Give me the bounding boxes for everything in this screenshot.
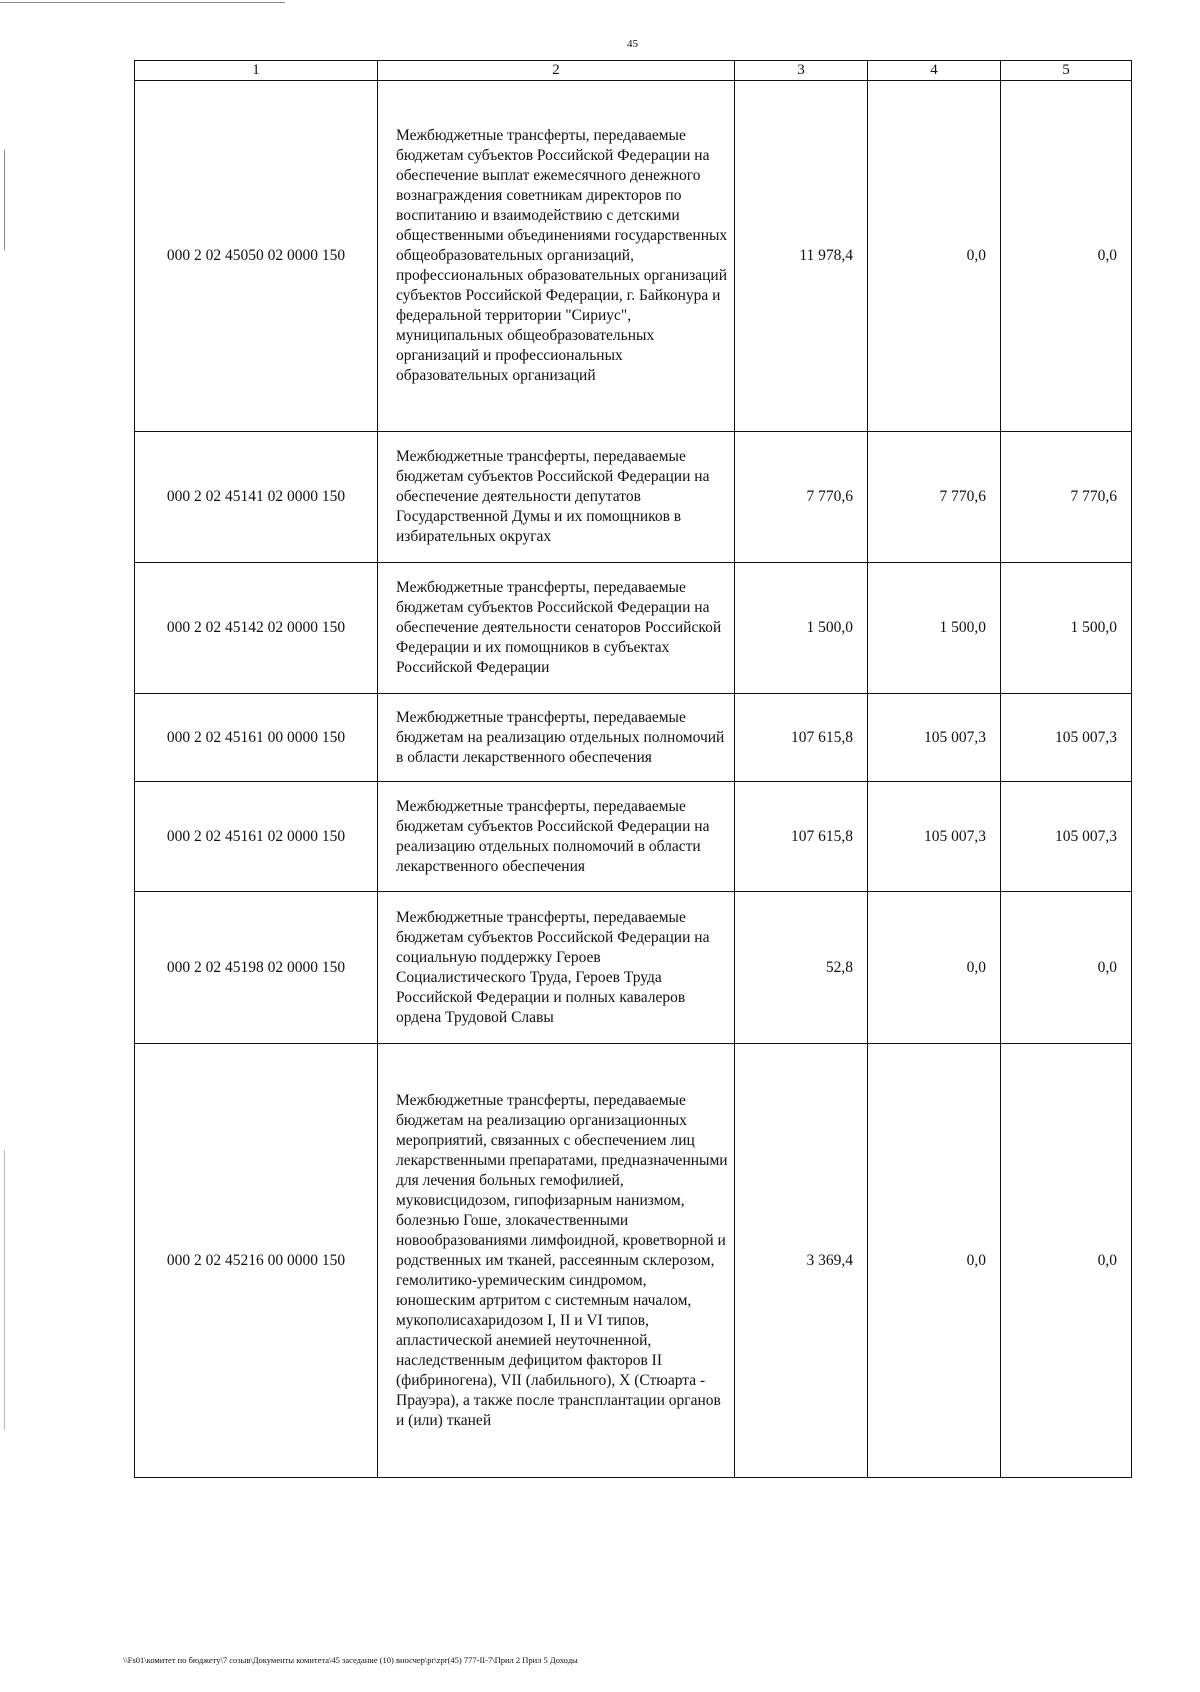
- budget-item-name: Межбюджетные трансферты, передаваемые бюджетам на реализацию организационных мероприятий, связанных с обеспечением лиц лекарственными препаратами, предназначенными для лечения больных гемофилией, муковисцидозом, гипофизарным нанизмом, болезнью Гоше, злокачественными новообразованиями лимфоидной, кроветворной и родственных им тканей, рассеянным склерозом, гемолитико-уремическим синдромом, юношеским артритом с системным началом, мукополисахаридозом I, II и VI типов, апластической анемией неуточненной, наследственным дефицитом факторов II (фибриногена), VII (лабильного), X (Стюарта - Прауэра), а также после трансплантации органов и (или) тканей: [378, 1044, 735, 1478]
- budget-table: [134, 60, 1132, 1478]
- amount-col4: 0,0: [868, 81, 1001, 432]
- table-row: [135, 782, 1132, 892]
- amount-col3: 3 369,4: [735, 1044, 868, 1478]
- column-header: 4: [868, 61, 1001, 81]
- amount-col5: 1 500,0: [1001, 563, 1132, 694]
- table-row: [135, 563, 1132, 694]
- table-row: [135, 432, 1132, 563]
- table-header-row: [135, 61, 1132, 81]
- column-header: 5: [1001, 61, 1132, 81]
- budget-item-name: Межбюджетные трансферты, передаваемые бюджетам субъектов Российской Федерации на обеспечение деятельности сенаторов Российской Федерации и их помощников в субъектах Российской Федерации: [378, 563, 735, 694]
- budget-item-name: Межбюджетные трансферты, передаваемые бюджетам субъектов Российской Федерации на обеспечение выплат ежемесячного денежного вознаграждения советникам директоров по воспитанию и взаимодействию с детскими общественными объединениями государственных общеобразовательных организаций, профессиональных образовательных организаций субъектов Российской Федерации, г. Байконура и федеральной территории "Сириус", муниципальных общеобразовательных организаций и профессиональных образовательных организаций: [378, 81, 735, 432]
- amount-col4: 7 770,6: [868, 432, 1001, 563]
- amount-col4: 105 007,3: [868, 694, 1001, 782]
- budget-code: 000 2 02 45216 00 0000 150: [135, 1044, 378, 1478]
- budget-code: 000 2 02 45198 02 0000 150: [135, 892, 378, 1044]
- amount-col4: 105 007,3: [868, 782, 1001, 892]
- budget-item-name: Межбюджетные трансферты, передаваемые бюджетам на реализацию отдельных полномочий в области лекарственного обеспечения: [378, 694, 735, 782]
- table-row: [135, 1044, 1132, 1478]
- page-number: 45: [627, 38, 638, 50]
- budget-item-name: Межбюджетные трансферты, передаваемые бюджетам субъектов Российской Федерации на реализацию отдельных полномочий в области лекарственного обеспечения: [378, 782, 735, 892]
- scan-artifact-edge: [4, 150, 5, 250]
- column-header: 2: [378, 61, 735, 81]
- amount-col3: 7 770,6: [735, 432, 868, 563]
- table-row: [135, 81, 1132, 432]
- amount-col3: 107 615,8: [735, 782, 868, 892]
- column-header: 3: [735, 61, 868, 81]
- amount-col4: 0,0: [868, 892, 1001, 1044]
- amount-col5: 7 770,6: [1001, 432, 1132, 563]
- budget-code: 000 2 02 45161 00 0000 150: [135, 694, 378, 782]
- scan-artifact-edge: [4, 1150, 5, 1430]
- amount-col4: 1 500,0: [868, 563, 1001, 694]
- amount-col4: 0,0: [868, 1044, 1001, 1478]
- scan-artifact-line: [0, 2, 285, 3]
- budget-code: 000 2 02 45161 02 0000 150: [135, 782, 378, 892]
- amount-col3: 52,8: [735, 892, 868, 1044]
- amount-col5: 0,0: [1001, 81, 1132, 432]
- footer-file-path: \\Fs01\комитет по бюджету\7 созыв\Документы комитета\45 заседание (10) вносчер\pr\zpr(45) 777-II-7\Прил 2 Прил 5 Доходы: [123, 1655, 578, 1665]
- amount-col3: 1 500,0: [735, 563, 868, 694]
- budget-item-name: Межбюджетные трансферты, передаваемые бюджетам субъектов Российской Федерации на социальную поддержку Героев Социалистического Труда, Героев Труда Российской Федерации и полных кавалеров ордена Трудовой Славы: [378, 892, 735, 1044]
- budget-code: 000 2 02 45142 02 0000 150: [135, 563, 378, 694]
- budget-item-name: Межбюджетные трансферты, передаваемые бюджетам субъектов Российской Федерации на обеспечение деятельности депутатов Государственной Думы и их помощников в избирательных округах: [378, 432, 735, 563]
- budget-code: 000 2 02 45141 02 0000 150: [135, 432, 378, 563]
- amount-col5: 105 007,3: [1001, 782, 1132, 892]
- table-row: [135, 694, 1132, 782]
- table-row: [135, 892, 1132, 1044]
- amount-col3: 107 615,8: [735, 694, 868, 782]
- amount-col3: 11 978,4: [735, 81, 868, 432]
- budget-code: 000 2 02 45050 02 0000 150: [135, 81, 378, 432]
- amount-col5: 0,0: [1001, 892, 1132, 1044]
- amount-col5: 0,0: [1001, 1044, 1132, 1478]
- amount-col5: 105 007,3: [1001, 694, 1132, 782]
- column-header: 1: [135, 61, 378, 81]
